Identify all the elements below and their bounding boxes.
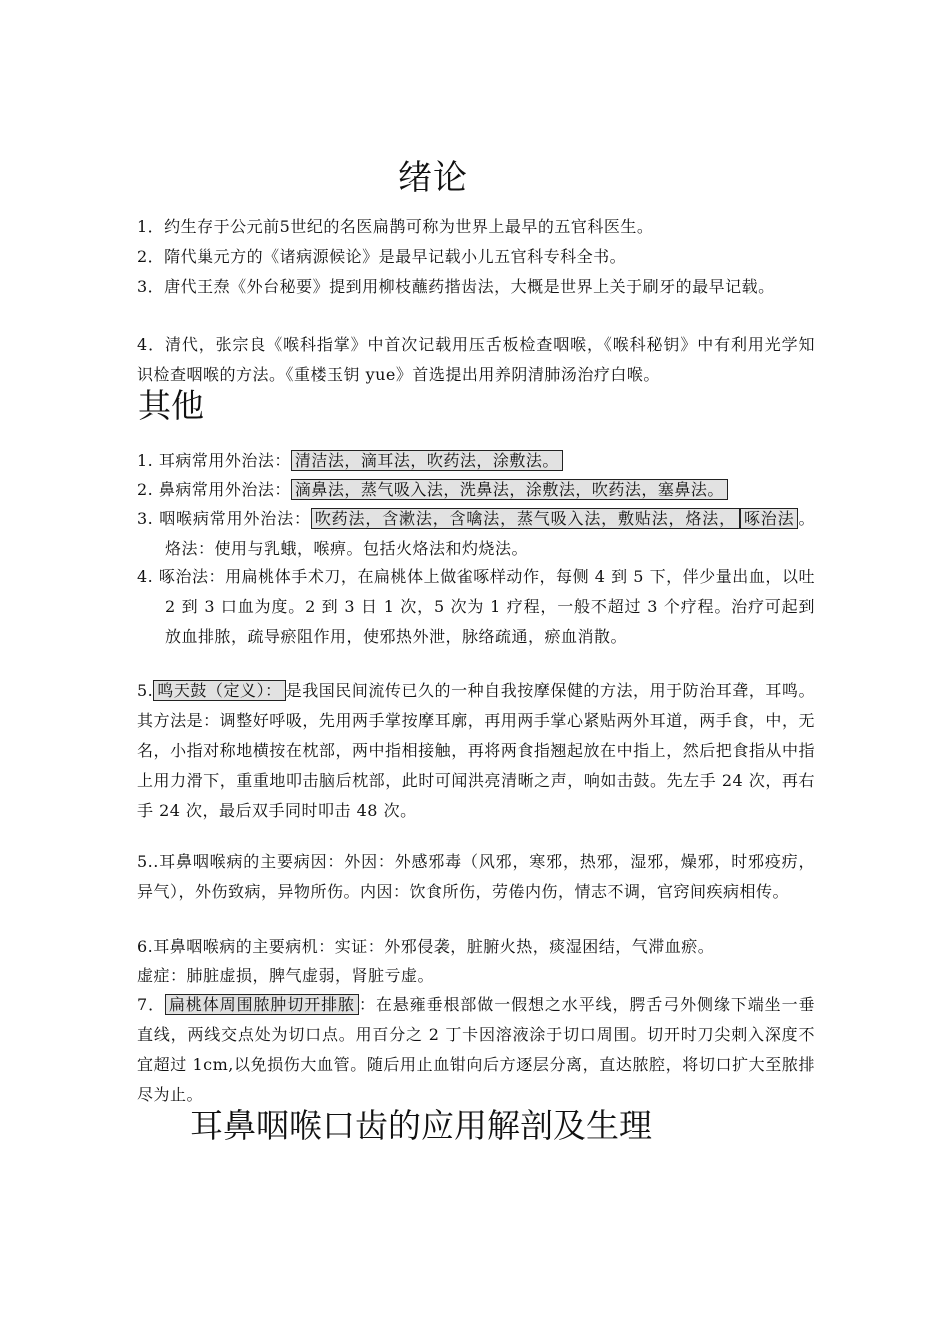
item-7-highlight: 扁桃体周围脓肿切开排脓 [165, 994, 359, 1015]
item-7-prefix: 7． [137, 995, 165, 1014]
item-3-highlight-1: 吹药法，含漱法，含噙法，蒸气吸入法，敷贴法，烙法， [311, 508, 740, 529]
item-5-prefix: 5. [137, 681, 154, 700]
section-title-anatomy: 耳鼻咽喉口齿的应用解剖及生理 [190, 1106, 652, 1145]
other-item-5 [137, 676, 815, 826]
item-7-text: ：在悬雍垂根部做一假想之水平线，腭舌弓外侧缘下端坐一垂直线，两线交点处为切口点。用百分之 2 丁卡因溶液涂于切口周围。切开时刀尖刺入深度不宜超过 1cm,以免损伤大血管。随后用止血钳向后方逐层分离，直达脓腔，将切口扩大至脓排尽为止。 [137, 995, 815, 1104]
item-5-highlight: 鸣天鼓（定义）： [153, 680, 285, 701]
other-item-7 [137, 990, 815, 1110]
other-item-3 [137, 504, 815, 564]
other-item-2 [137, 475, 815, 505]
other-item-5b: 5..耳鼻咽喉病的主要病因：外因：外感邪毒（风邪，寒邪，热邪，湿邪，燥邪，时邪疫疠，异气），外伤致病，异物所伤。内因：饮食所伤，劳倦内伤，情志不调，官窍间疾病相传。 [137, 852, 815, 901]
item-2-highlight: 滴鼻法，蒸气吸入法，洗鼻法，涂敷法，吹药法，塞鼻法。 [291, 479, 728, 500]
item-1-prefix: 1. 耳病常用外治法： [137, 451, 291, 470]
intro-item-1: 1．约生存于公元前5世纪的名医扁鹊可称为世界上最早的五官科医生。 [137, 217, 654, 236]
intro-item-4: 4．清代，张宗良《喉科指掌》中首次记载用压舌板检查咽喉，《喉科秘钥》中有利用光学知识检查咽喉的方法。《重楼玉钥 yue》首选提出用养阴清肺汤治疗白喉。 [137, 335, 815, 384]
other-item-6b: 虚症：肺脏虚损，脾气虚弱，肾脏亏虚。 [137, 966, 435, 985]
item-3-prefix: 3. 咽喉病常用外治法： [137, 509, 311, 528]
other-item-1 [137, 446, 815, 476]
other-item-6: 6.耳鼻咽喉病的主要病机：实证：外邪侵袭，脏腑火热，痰湿困结，气滞血瘀。 [137, 937, 715, 956]
section-title-other: 其他 [138, 386, 204, 425]
intro-item-3: 3．唐代王焘《外台秘要》提到用柳枝蘸药揩齿法，大概是世界上关于刷牙的最早记载。 [137, 277, 775, 296]
other-item-4: 4. 啄治法：用扁桃体手术刀，在扁桃体上做雀啄样动作，每侧 4 到 5 下，伴少量出血，以吐 2 到 3 口血为度。2 到 3 日 1 次，5 次为 1 疗程，一般不超过 3 个疗程。治疗可起到放血排脓，疏导瘀阻作用，使邪热外泄，脉络疏通，瘀血消散。 [137, 567, 815, 646]
section-title-intro: 绪论 [398, 158, 468, 198]
item-3-highlight-2: 啄治法 [740, 508, 799, 529]
item-2-prefix: 2. 鼻病常用外治法： [137, 480, 291, 499]
intro-item-2: 2．隋代巢元方的《诸病源候论》是最早记载小儿五官科专科全书。 [137, 247, 627, 266]
item-1-highlight: 清洁法，滴耳法，吹药法，涂敷法。 [291, 450, 563, 471]
item-3-suffix: 。烙法：使用与乳蛾，喉痹。包括火烙法和灼烧法。 [165, 509, 815, 558]
item-5-text: 是我国民间流传已久的一种自我按摩保健的方法，用于防治耳聋，耳鸣。其方法是：调整好呼吸，先用两手掌按摩耳廓，再用两手掌心紧贴两外耳道，两手食，中，无名，小指对称地横按在枕部，两中指相接触，再将两食指翘起放在中指上，然后把食指从中指上用力滑下，重重地叩击脑后枕部，此时可闻洪亮清晰之声，响如击鼓。先左手 24 次，再右手 24 次，最后双手同时叩击 48 次。 [137, 681, 815, 820]
